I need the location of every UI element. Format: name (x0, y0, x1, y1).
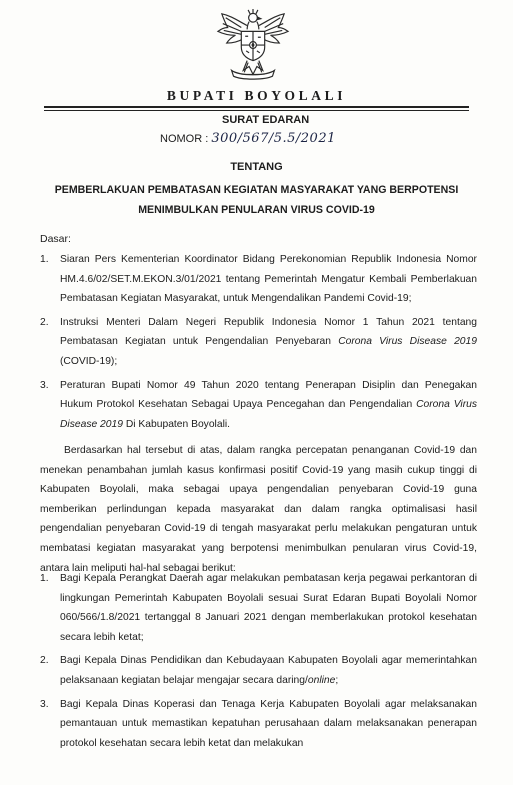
dasar-item-italic: Corona Virus Disease 2019 (338, 336, 477, 348)
list-number: 3. (40, 698, 49, 710)
dasar-item-text: Instruksi Menteri Dalam Negeri Republik Indonesia Nomor 1 Tahun 2021 tentang Pembatasan Kegiatan untuk Pengendalian Penyebaran (60, 316, 477, 348)
instruction-item-text: Bagi Kepala Dinas Koperasi dan Tenaga Kerja Kabupaten Boyolali agar melaksanakan pemantauan untuk memastikan kepatuhan perusahaan dalam melaksanakan penerapan protokol kesehatan secara lebih ketat dan melakukan (60, 698, 477, 749)
garuda-emblem-icon (214, 8, 292, 84)
instruction-item-text: Bagi Kepala Dinas Pendidikan dan Kebudayaan Kabupaten Boyolali agar memerintahkan pelaksanaan kegiatan belajar mengajar secara daring/ (60, 655, 477, 686)
dasar-label: Dasar: (40, 233, 71, 245)
subject-heading (40, 180, 473, 220)
list-number: 2. (40, 316, 49, 328)
tentang-label: TENTANG (230, 161, 283, 173)
nomor-label: NOMOR : (160, 133, 209, 145)
document-type: SURAT EDARAN (222, 114, 310, 126)
instruction-item-text: Bagi Kepala Perangkat Daerah agar melakukan pembatasan kerja pegawai perkantoran di lingkungan Pemerintah Kabupaten Boyolali sesuai Surat Edaran Bupati Boyolali Nomor 060/566/1.8/2021 tertanggal 8 Januari 2021 dengan memberlakukan protokol kesehatan secara lebih ketat; (60, 573, 477, 643)
subject-heading-line-1: PEMBERLAKUAN PEMBATASAN KEGIATAN MASYARAKAT YANG BERPOTENSI (54, 184, 459, 196)
document-number (160, 131, 336, 146)
dasar-item-italic: Corona Virus Disease 2019 (60, 399, 478, 430)
header-rule-thin (44, 110, 469, 111)
dasar-item-text-end: Di Kabupaten Boyolali. (122, 418, 231, 430)
instruction-item (40, 651, 477, 690)
list-number: 3. (40, 379, 49, 391)
dasar-list (40, 250, 478, 434)
header-rule-thick (44, 106, 469, 108)
body-paragraph: Berdasarkan hal tersebut di atas, dalam rangka percepatan penanganan Covid-19 dan menekan penambahan jumlah kasus konfirmasi positif Covid-19 yang masih cukup tinggi di Kabupaten Boyolali, maka sebagai upaya pengendalian penyebaran Covid-19 guna memberikan perlindungan kepada masyarakat dan dalam rangka optimalisasi hasil pengendalian penyebaran Covid-19 di tengah masyarakat perlu melakukan pengaturan untuk membatasi kegiatan masyarakat yang berpotensi menimbulkan penularan virus Covid-19, antara lain meliputi hal-hal sebagai berikut: (40, 445, 477, 574)
nomor-handwritten-value: 300/567/5.5/2021 (211, 131, 336, 146)
dasar-item-text: Siaran Pers Kementerian Koordinator Bidang Perekonomian Republik Indonesia Nomor HM.4.6/02/SET.M.EKON.3/01/2021 tentang Pemerintah Mengatur Kembali Pemberlakuan Pembatasan Kegiatan Masyarakat, untuk Mengendalikan Pandemi Covid-19; (60, 254, 477, 305)
dasar-item-text: Peraturan Bupati Nomor 49 Tahun 2020 tentang Penerapan Disiplin dan Penegakan Hukum Protokol Kesehatan Sebagai Upaya Pencegahan dan Pengendalian (60, 379, 477, 411)
instruction-item (40, 569, 477, 647)
list-number: 1. (40, 254, 49, 265)
instruction-item-text-end: ; (335, 674, 339, 686)
dasar-item-text-end: (COVID-19); (60, 355, 118, 367)
instruction-item-italic: online (307, 674, 336, 686)
subject-heading-line-2: MENIMBULKAN PENULARAN VIRUS COVID-19 (138, 204, 375, 216)
list-number: 2. (40, 655, 49, 667)
dasar-item (40, 376, 478, 435)
dasar-item (40, 250, 477, 309)
instruction-item (40, 695, 477, 754)
dasar-item (40, 313, 477, 372)
list-number: 1. (40, 573, 49, 584)
regent-title: BUPATI BOYOLALI (166, 88, 347, 103)
instruction-list (40, 569, 477, 753)
